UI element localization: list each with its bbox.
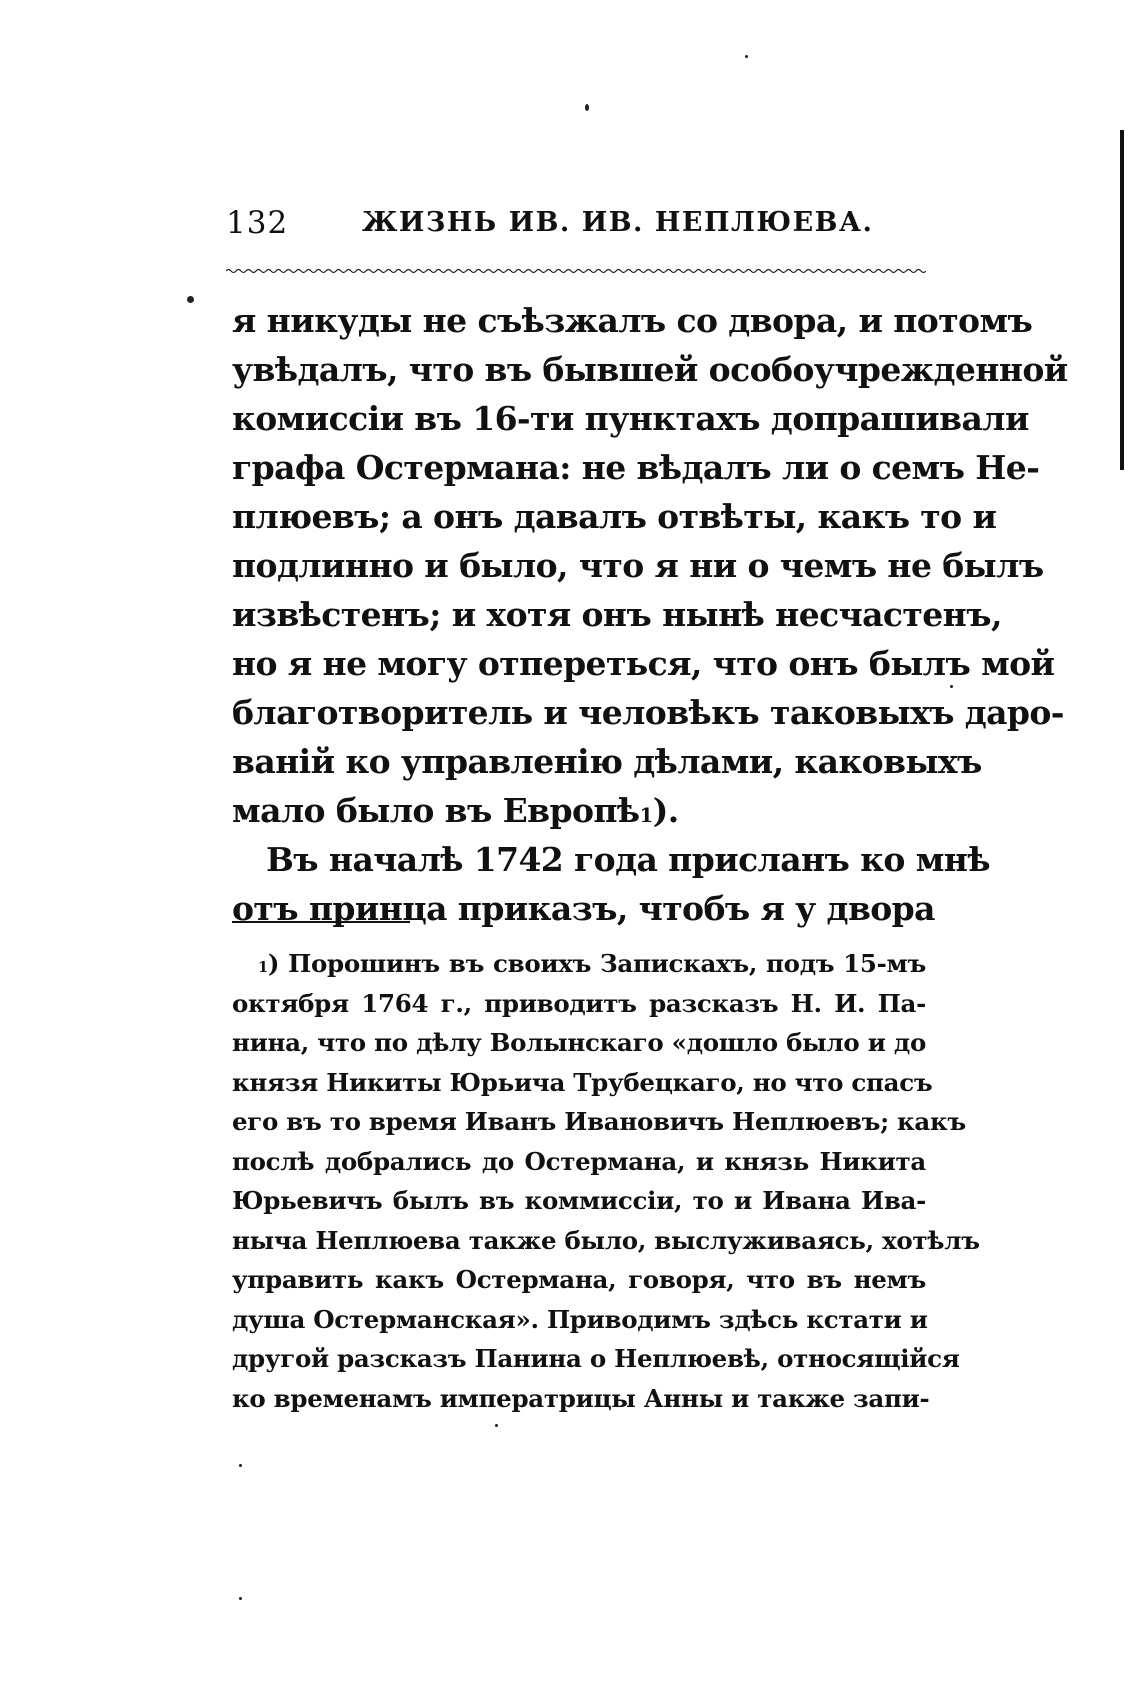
text-line: плюевъ; а онъ давалъ отвѣты, какъ то и: [232, 497, 997, 536]
footnote-line: Юрьевичъ былъ въ коммиссіи, то и Ивана Ива-: [232, 1186, 926, 1215]
paragraph-start-line: Въ началѣ 1742 года присланъ ко мнѣ: [266, 840, 990, 879]
footnote-line-segment: ) Порошинъ въ своихъ Запискахъ, подъ 15-мъ: [267, 949, 926, 978]
scan-edge-shadow: [1120, 130, 1124, 470]
text-line: но я не могу отпереться, что онъ былъ мой: [232, 644, 1055, 683]
scan-speck: [239, 1464, 242, 1467]
text-line: увѣдалъ, что въ бывшей особоучрежденной: [232, 350, 1068, 389]
text-line: я никуды не съѣзжалъ со двора, и потомъ: [232, 301, 1033, 340]
text-line: благотворитель и человѣкъ таковыхъ даро-: [232, 693, 1064, 732]
text-line: ваній ко управленію дѣлами, каковыхъ: [232, 742, 982, 781]
footnote-line: ныча Неплюева также было, выслуживаясь, хотѣлъ: [232, 1225, 980, 1255]
main-text: [232, 296, 1068, 933]
running-header: [226, 205, 926, 245]
text-line-segment: мало было въ Европѣ: [232, 791, 640, 830]
footnote-line: душа Остерманская». Приводимъ здѣсь кстати и: [232, 1304, 928, 1334]
scan-speck: [239, 1597, 242, 1600]
text-line-segment: ).: [652, 791, 679, 830]
footnote-line: управить какъ Остермана, говоря, что въ немъ: [232, 1265, 926, 1294]
scan-speck: [495, 1424, 498, 1427]
text-line-with-footnote-ref: [232, 786, 926, 835]
footnote-separator: [232, 921, 410, 923]
footnote-line: ко временамъ императрицы Анны и также запи-: [232, 1383, 930, 1413]
footnote-marker: 1: [258, 959, 268, 976]
footnote-line: нина, что по дѣлу Волынскаго «дошло было и до: [232, 1028, 926, 1057]
footnote: [232, 944, 980, 1418]
text-line: извѣстенъ; и хотя онъ нынѣ несчастенъ,: [232, 595, 1002, 634]
scan-speck: [745, 55, 748, 58]
text-line: графа Остермана: не вѣдалъ ли о семъ Не-: [232, 448, 1040, 487]
footnote-line: октября 1764 г., приводитъ разсказъ Н. И. Па-: [232, 988, 926, 1018]
footnote-line: другой разсказъ Панина о Неплюевѣ, относящійся: [232, 1344, 960, 1373]
scan-speck: [187, 296, 194, 303]
footnote-line: его въ то время Иванъ Ивановичъ Неплюевъ; какъ: [232, 1107, 966, 1136]
footnote-line: послѣ добрались до Остермана, и князь Никита: [232, 1146, 926, 1176]
header-ornamental-rule: [226, 268, 926, 274]
text-line: подлинно и было, что я ни о чемъ не былъ: [232, 546, 1044, 585]
scan-speck: [585, 104, 589, 111]
text-line: отъ принца приказъ, чтобъ я у двора: [232, 889, 935, 928]
running-title: ЖИЗНЬ ИВ. ИВ. НЕПЛЮЕВА.: [362, 207, 874, 238]
footnote-reference: 1: [639, 803, 653, 827]
page-number: 132: [226, 205, 289, 241]
scan-speck: [950, 685, 953, 688]
text-line: комиссіи въ 16-ти пунктахъ допрашивали: [232, 399, 1029, 438]
footnote-first-line: [232, 944, 926, 984]
footnote-line: князя Никиты Юрьича Трубецкаго, но что спасъ: [232, 1067, 933, 1097]
